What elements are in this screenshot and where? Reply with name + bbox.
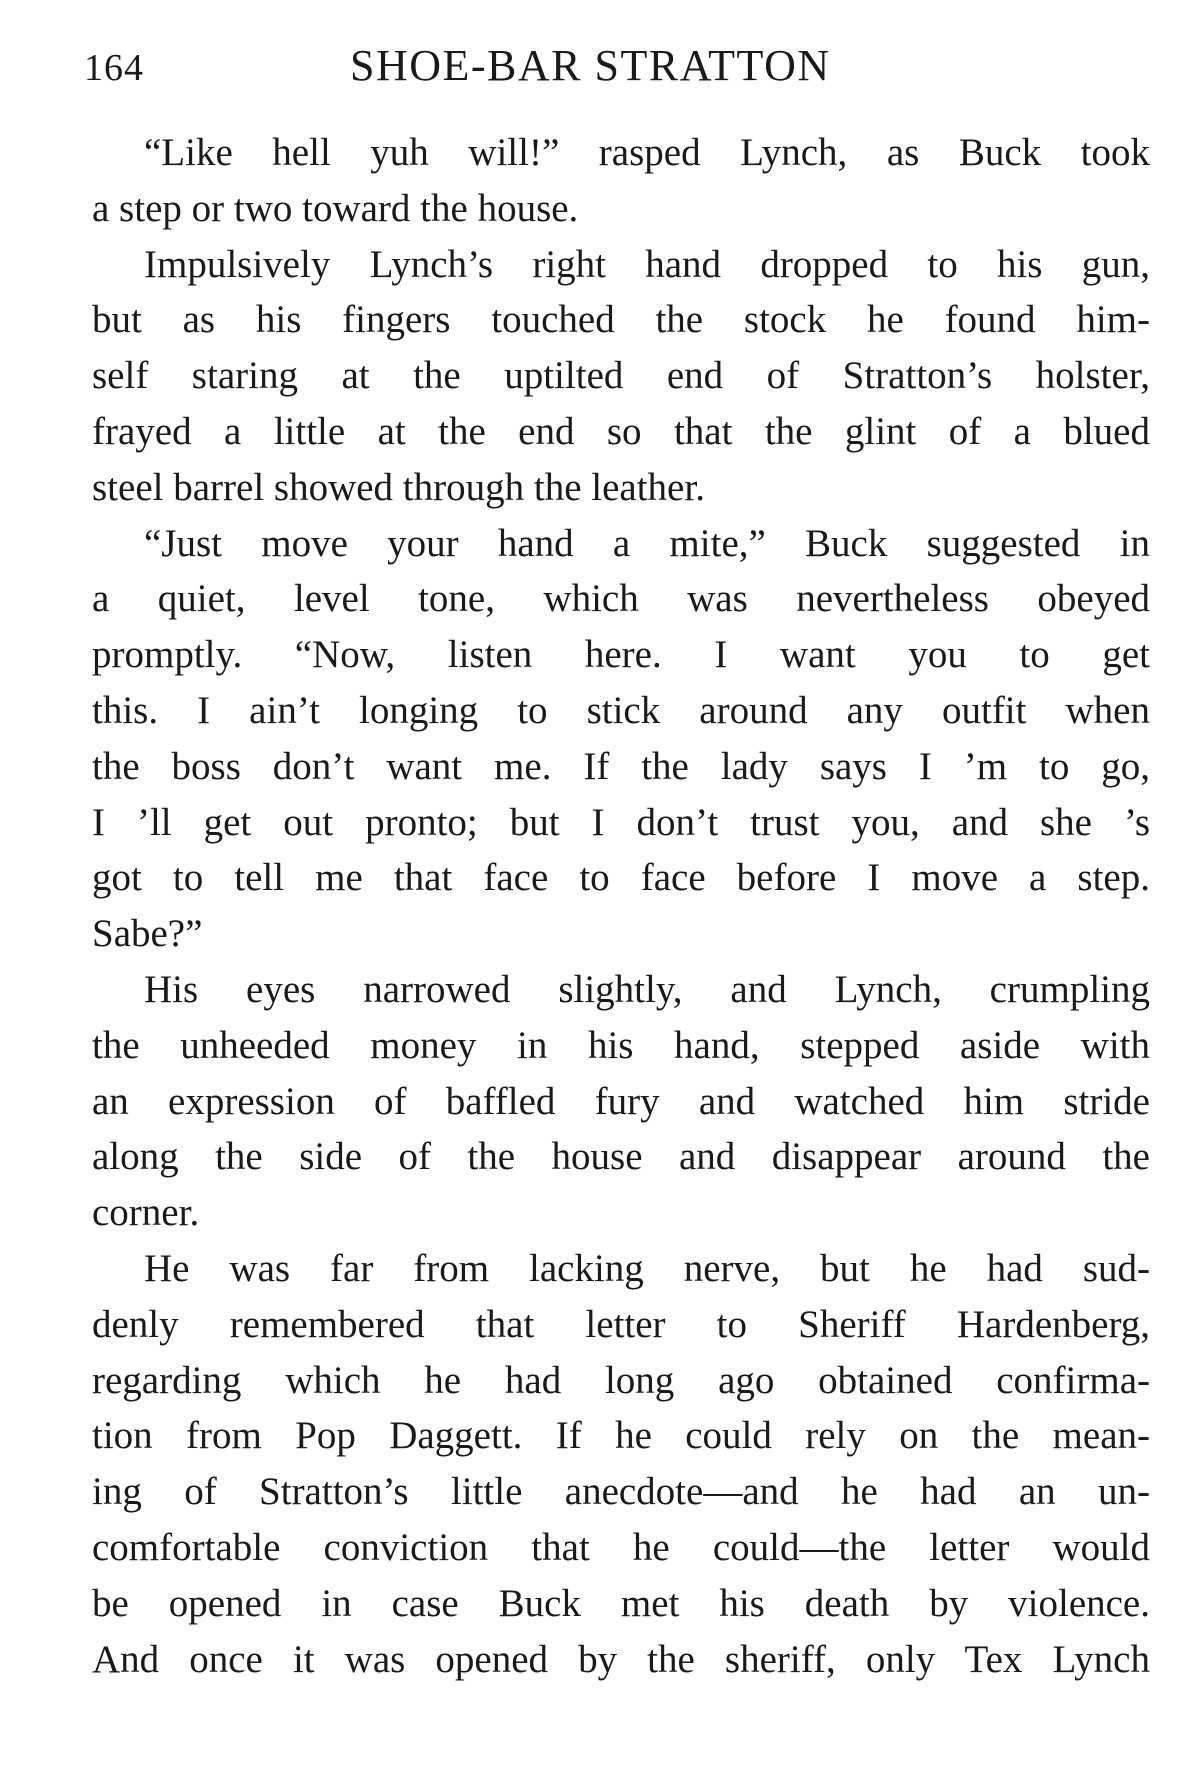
text-line: frayed a little at the end so that the glint of a blued xyxy=(92,409,1150,453)
text-line: the unheeded money in his hand, stepped aside with xyxy=(92,1023,1150,1067)
text-line: be opened in case Buck met his death by violence. xyxy=(92,1581,1150,1625)
page-number: 164 xyxy=(84,47,144,89)
text-line: Sabe?” xyxy=(92,912,203,956)
text-line: steel barrel showed through the leather. xyxy=(92,465,705,509)
text-line: comfortable conviction that he could—the letter would xyxy=(92,1525,1150,1569)
text-line: the boss don’t want me. If the lady says I ’m to go, xyxy=(92,744,1150,788)
text-line: an expression of baffled fury and watched him stride xyxy=(92,1079,1150,1123)
text-line: tion from Pop Daggett. If he could rely on the mean- xyxy=(92,1414,1150,1458)
text-line: And once it was opened by the sheriff, only Tex Lynch xyxy=(92,1637,1150,1681)
text-line: but as his fingers touched the stock he found him- xyxy=(92,298,1150,342)
text-line: this. I ain’t longing to stick around any outfit when xyxy=(92,688,1150,732)
text-line: regarding which he had long ago obtained confirma- xyxy=(92,1358,1150,1402)
text-line: He was far from lacking nerve, but he had sud- xyxy=(144,1246,1150,1290)
text-line: along the side of the house and disappear around the xyxy=(92,1135,1150,1179)
text-line: a step or two toward the house. xyxy=(92,186,579,230)
text-line: denly remembered that letter to Sheriff Hardenberg, xyxy=(92,1302,1150,1346)
body-text xyxy=(92,125,1150,1687)
text-line: Impulsively Lynch’s right hand dropped to his gun, xyxy=(144,242,1150,286)
text-line: “Like hell yuh will!” rasped Lynch, as Buck took xyxy=(144,131,1150,174)
text-line: ing of Stratton’s little anecdote—and he had an un- xyxy=(92,1470,1150,1514)
text-line: corner. xyxy=(92,1191,200,1235)
text-line: got to tell me that face to face before I move a step. xyxy=(92,856,1150,900)
text-line: promptly. “Now, listen here. I want you to get xyxy=(92,633,1150,677)
text-line: His eyes narrowed slightly, and Lynch, crumpling xyxy=(144,967,1150,1011)
text-line: self staring at the uptilted end of Stratton’s holster, xyxy=(92,354,1150,398)
text-line: I ’ll get out pronto; but I don’t trust you, and she ’s xyxy=(92,800,1150,844)
page-header xyxy=(84,40,1144,100)
running-title: SHOE-BAR STRATTON xyxy=(350,41,831,90)
text-line: a quiet, level tone, which was nevertheless obeyed xyxy=(92,577,1150,621)
text-line: “Just move your hand a mite,” Buck suggested in xyxy=(144,521,1150,565)
